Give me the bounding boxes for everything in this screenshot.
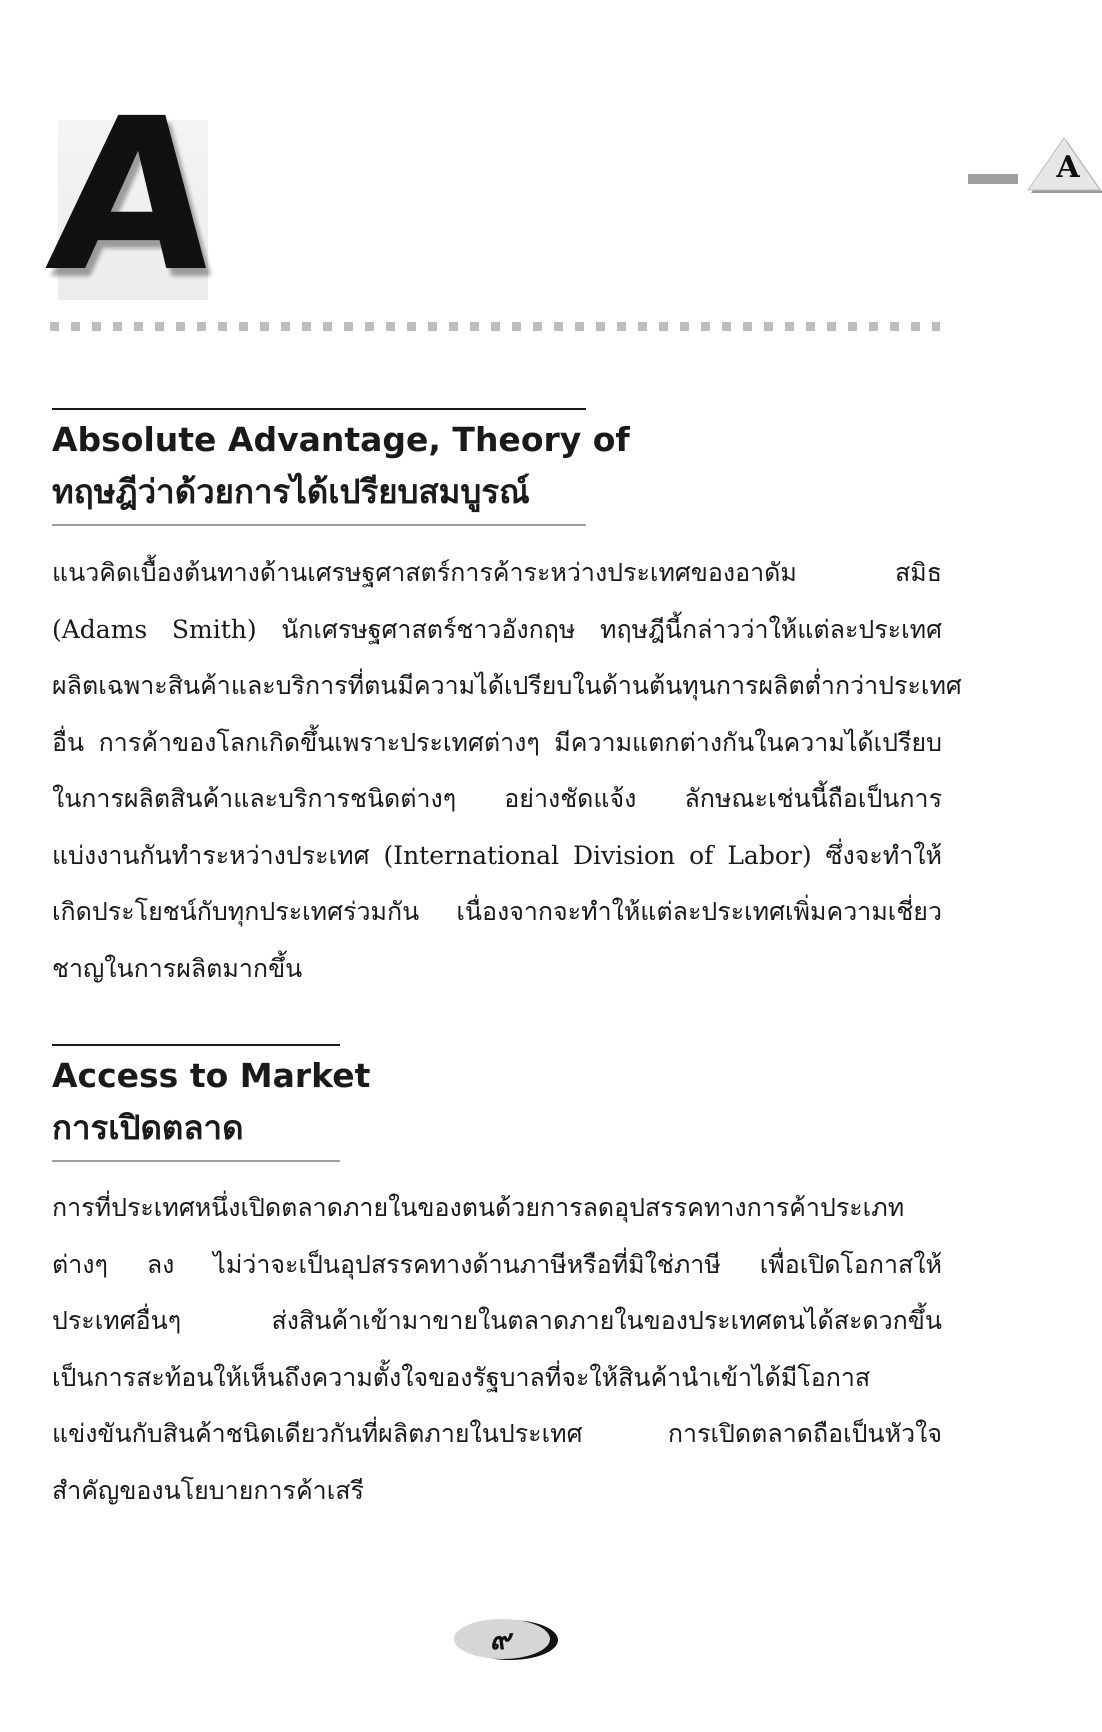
entry-definition (52, 1180, 942, 1519)
dotted-divider (50, 322, 940, 331)
text-line: อื่น การค้าของโลกเกิดขึ้นเพราะประเทศต่างๆ มีความแตกต่างกันในความได้เปรียบ (52, 727, 942, 757)
entry-title-th: ทฤษฎีว่าด้วยการได้เปรียบสมบูรณ์ (52, 472, 530, 511)
text-line: แบ่งงานกันทำระหว่างประเทศ (International Division of Labor) ซึ่งจะทำให้ (52, 840, 942, 870)
entry-definition (52, 545, 962, 997)
text-line: ชาญในการผลิตมากขึ้น (52, 953, 303, 983)
text-line: เกิดประโยชน์กับทุกประเทศร่วมกัน เนื่องจากจะทำให้แต่ละประเทศเพิ่มความเชี่ยว (52, 897, 942, 926)
text-line: (Adams Smith) นักเศรษฐศาสตร์ชาวอังกฤษ ทฤษฎีนี้กล่าวว่าให้แต่ละประเทศ (52, 614, 942, 644)
tab-dash (968, 174, 1018, 184)
text-line: แนวคิดเบื้องต้นทางด้านเศรษฐศาสตร์การค้าระหว่างประเทศของอาดัม สมิธ (52, 558, 942, 587)
text-line: ประเทศอื่นๆ ส่งสินค้าเข้ามาขายในตลาดภายในของประเทศตนได้สะดวกขึ้น (52, 1306, 942, 1335)
entry-heading (52, 1044, 371, 1162)
text-line: แข่งขันกับสินค้าชนิดเดียวกันที่ผลิตภายในประเทศ การเปิดตลาดถือเป็นหัวใจ (52, 1419, 942, 1448)
page-number: ๙ (489, 1623, 511, 1656)
entry-title-en: Absolute Advantage, Theory of (52, 420, 630, 459)
section-letter: A (39, 73, 228, 318)
entry-title-en: Access to Market (52, 1056, 371, 1095)
entry-title-th: การเปิดตลาด (52, 1108, 244, 1147)
text-line: การที่ประเทศหนึ่งเปิดตลาดภายในของตนด้วยการลดอุปสรรคทางการค้าประเภท (52, 1193, 905, 1222)
text-line: ผลิตเฉพาะสินค้าและบริการที่ตนมีความได้เปรียบในด้านต้นทุนการผลิตต่ำกว่าประเทศ (52, 671, 962, 700)
text-line: ต่างๆ ลง ไม่ว่าจะเป็นอุปสรรคทางด้านภาษีหรือที่มิใช่ภาษี เพื่อเปิดโอกาสให้ (52, 1249, 942, 1279)
text-line: สำคัญของนโยบายการค้าเสรี (52, 1475, 364, 1505)
text-line: เป็นการสะท้อนให้เห็นถึงความตั้งใจของรัฐบาลที่จะให้สินค้านำเข้าได้มีโอกาส (52, 1362, 871, 1392)
entry-heading (52, 408, 630, 526)
tab-letter: A (1056, 150, 1080, 185)
text-line: ในการผลิตสินค้าและบริการชนิดต่างๆ อย่างชัดแจ้ง ลักษณะเช่นนี้ถือเป็นการ (52, 784, 942, 813)
